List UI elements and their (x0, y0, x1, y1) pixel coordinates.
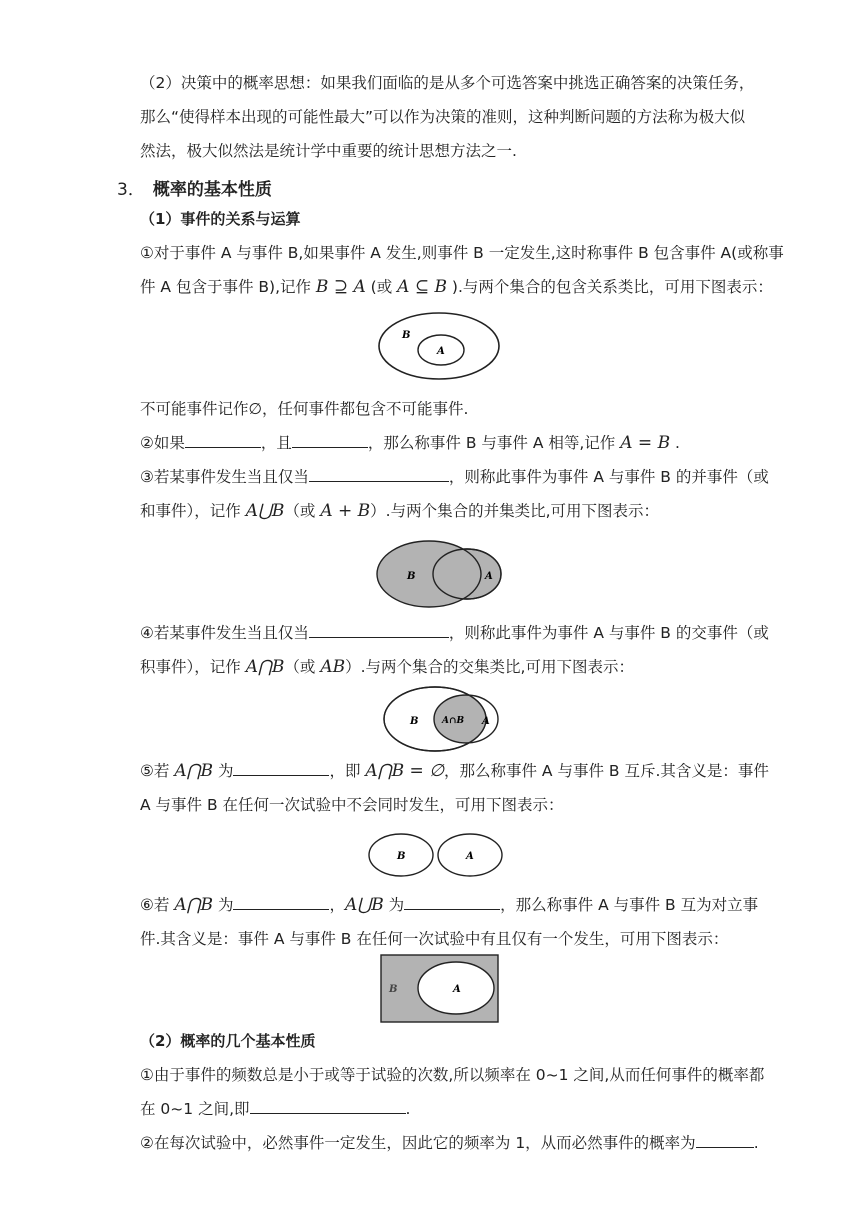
label-a: A (482, 716, 490, 727)
prop1-line-2: 在 0~1 之间,即 . (140, 1100, 411, 1118)
item1-line-2: 件 A 包含于事件 B),记作 B ⊇ A (或 A ⊆ B ).与两个集合的包含关系类比，可用下图表示： (140, 277, 773, 297)
prop2-line: ②在每次试验中，必然事件一定发生，因此它的频率为 1，从而必然事件的概率为 . (140, 1134, 759, 1152)
blank-field[interactable] (233, 895, 329, 910)
label-b: B (389, 984, 398, 995)
item4-line-1: ④若某事件发生当且仅当 ，则称此事件为事件 A 与事件 B 的交事件（或 (140, 624, 769, 642)
label-b: B (397, 851, 406, 862)
math-product: AB (320, 657, 346, 677)
item6-line-1: ⑥若 A⋂B 为 ，A⋃B 为 ，那么称事件 A 与事件 B 互为对立事 (140, 895, 759, 915)
subheading-2: （2）概率的几个基本性质 (140, 1032, 316, 1050)
math-union: A⋃B (245, 501, 285, 521)
item3-line-2: 和事件），记作 A⋃B（或 A + B）.与两个集合的并集类比,可用下图表示： (140, 501, 660, 521)
math-sum: A + B (320, 501, 371, 521)
math-equal: A = B (620, 433, 671, 453)
prop1-line-1: ①由于事件的频数总是小于或等于试验的次数,所以频率在 0~1 之间,从而任何事件的概率都 (140, 1066, 765, 1084)
blank-field[interactable] (696, 1133, 754, 1148)
label-a: A (453, 984, 461, 995)
blank-field[interactable] (250, 1099, 406, 1114)
item5-line-1: ⑤若 A⋂B 为 ，即 A⋂B = ∅，那么称事件 A 与事件 B 互斥.其含义是：事件 (140, 761, 769, 781)
decision-line-1: （2）决策中的概率思想：如果我们面临的是从多个可选答案中挑选正确答案的决策任务， (140, 74, 755, 92)
section-number: 3． (117, 180, 145, 200)
label-a: A (437, 346, 445, 357)
math-subset: A ⊆ B (397, 277, 447, 297)
math-superset: B ⊇ A (315, 277, 366, 297)
inclusion-diagram (375, 308, 505, 386)
section-title: 概率的基本性质 (152, 180, 272, 200)
exclusive-diagram (366, 830, 506, 880)
blank-field[interactable] (309, 467, 449, 482)
decision-line-2: 那么“使得样本出现的可能性最大”可以作为决策的准则，这种判断问题的方法称为极大似 (140, 108, 746, 126)
item1-line-1: ①对于事件 A 与事件 B,如果事件 A 发生,则事件 B 一定发生,这时称事件 B 包含事件 A(或称事 (140, 244, 784, 262)
label-a: A (466, 851, 474, 862)
item6-line-2: 件.其含义是：事件 A 与事件 B 在任何一次试验中有且仅有一个发生，可用下图表示： (140, 930, 729, 948)
decision-line-3: 然法，极大似然法是统计学中重要的统计思想方法之一. (140, 142, 517, 160)
section-heading (117, 175, 272, 200)
blank-field[interactable] (185, 433, 261, 448)
subheading-1: （1）事件的关系与运算 (140, 210, 301, 228)
label-b: B (402, 330, 411, 341)
union-diagram (374, 538, 506, 610)
blank-field[interactable] (292, 433, 368, 448)
label-a: A (485, 571, 493, 582)
label-b: B (407, 571, 416, 582)
item2-line: ②如果 ，且 ，那么称事件 B 与事件 A 相等,记作 A = B . (140, 433, 680, 453)
label-b: B (410, 716, 419, 727)
item3-line-1: ③若某事件发生当且仅当 ，则称此事件为事件 A 与事件 B 的并事件（或 (140, 468, 769, 486)
intersection-diagram (380, 684, 502, 754)
math-empty-intersection: A⋂B = ∅ (365, 761, 444, 781)
blank-field[interactable] (404, 895, 500, 910)
math-intersection: A⋂B (245, 657, 285, 677)
item5-line-2: A 与事件 B 在任何一次试验中不会同时发生，可用下图表示： (140, 796, 564, 814)
complement-diagram (380, 954, 500, 1024)
impossible-event-line: 不可能事件记作∅，任何事件都包含不可能事件. (140, 400, 469, 418)
item4-line-2: 积事件），记作 A⋂B（或 AB）.与两个集合的交集类比,可用下图表示： (140, 657, 634, 677)
blank-field[interactable] (233, 761, 329, 776)
label-a-cap-b: A∩B (442, 716, 465, 726)
blank-field[interactable] (309, 623, 449, 638)
